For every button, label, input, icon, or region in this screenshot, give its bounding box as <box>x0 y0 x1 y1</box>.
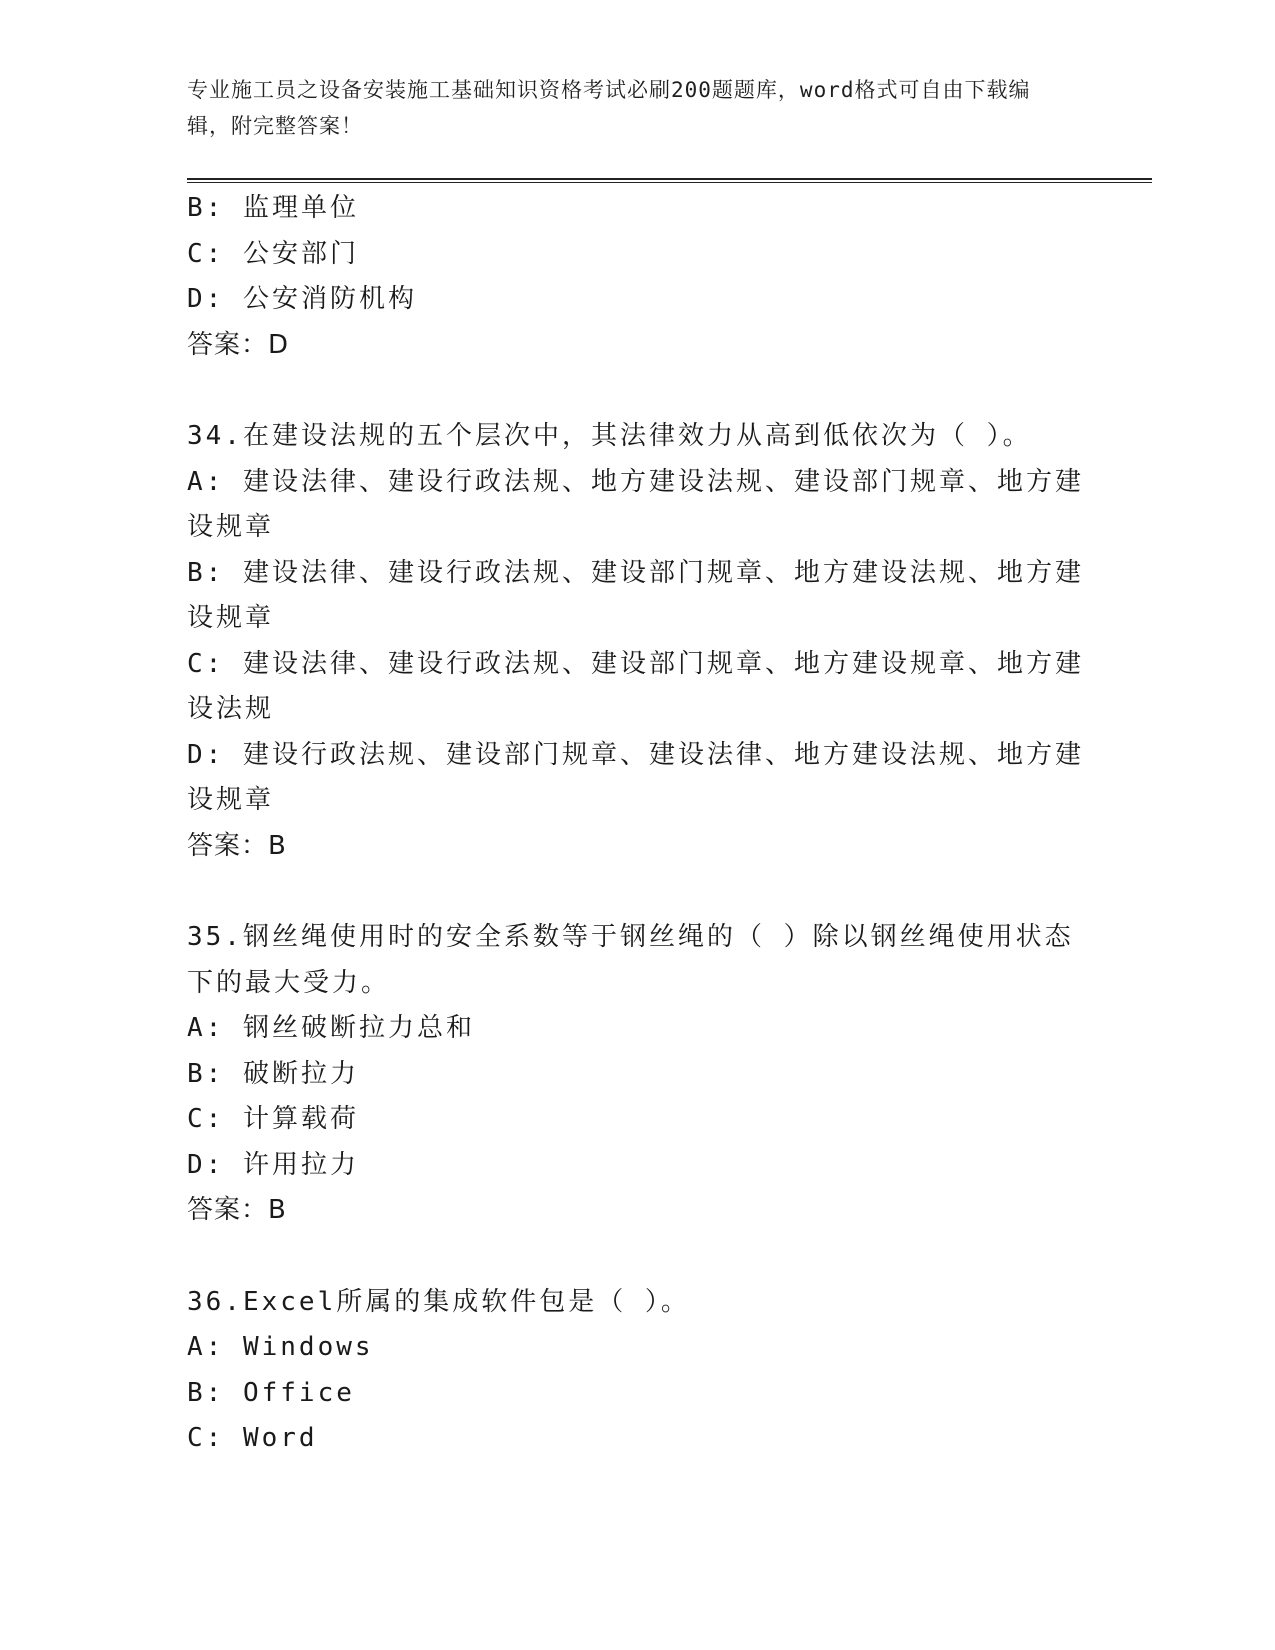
question-stem: 36.Excel所属的集成软件包是（ ）。 <box>187 1286 690 1317</box>
spacer <box>187 869 1087 915</box>
spacer <box>187 368 1087 414</box>
option-c: C: 计算载荷 <box>187 1104 359 1134</box>
question-36 <box>187 1280 1087 1462</box>
answer: 答案：B <box>187 1195 287 1225</box>
option-b: B: 建设法律、建设行政法规、建设部门规章、地方建设法规、地方建设规章 <box>187 557 1084 633</box>
question-stem: 34.在建设法规的五个层次中，其法律效力从高到低依次为（ ）。 <box>187 421 1032 451</box>
spacer <box>187 1234 1087 1280</box>
option-a: A: 钢丝破断拉力总和 <box>187 1013 475 1043</box>
answer: 答案：D <box>187 329 290 360</box>
option-a: A: 建设法律、建设行政法规、地方建设法规、建设部门规章、地方建设规章 <box>187 466 1084 542</box>
option-c: C: 公安部门 <box>187 238 359 269</box>
option-c: C: 建设法律、建设行政法规、建设部门规章、地方建设规章、地方建设法规 <box>187 648 1084 724</box>
option-a: A: Windows <box>187 1332 374 1362</box>
option-d: D: 公安消防机构 <box>187 284 417 314</box>
header-divider <box>187 178 1152 183</box>
option-d: D: 许用拉力 <box>187 1149 359 1180</box>
question-list <box>187 186 1087 1462</box>
option-b: B: 监理单位 <box>187 193 359 223</box>
document-header: 专业施工员之设备安装施工基础知识资格考试必刷200题题库，word格式可自由下载编辑，附完整答案！ <box>187 78 1031 138</box>
partial-question <box>187 186 1087 368</box>
option-c: C: Word <box>187 1423 318 1453</box>
answer: 答案：B <box>187 830 287 861</box>
option-b: B: Office <box>187 1377 355 1408</box>
question-35 <box>187 915 1087 1234</box>
question-34 <box>187 414 1087 869</box>
option-b: B: 破断拉力 <box>187 1058 359 1089</box>
question-stem: 35.钢丝绳使用时的安全系数等于钢丝绳的（ ）除以钢丝绳使用状态下的最大受力。 <box>187 922 1074 998</box>
option-d: D: 建设行政法规、建设部门规章、建设法律、地方建设法规、地方建设规章 <box>187 739 1084 815</box>
